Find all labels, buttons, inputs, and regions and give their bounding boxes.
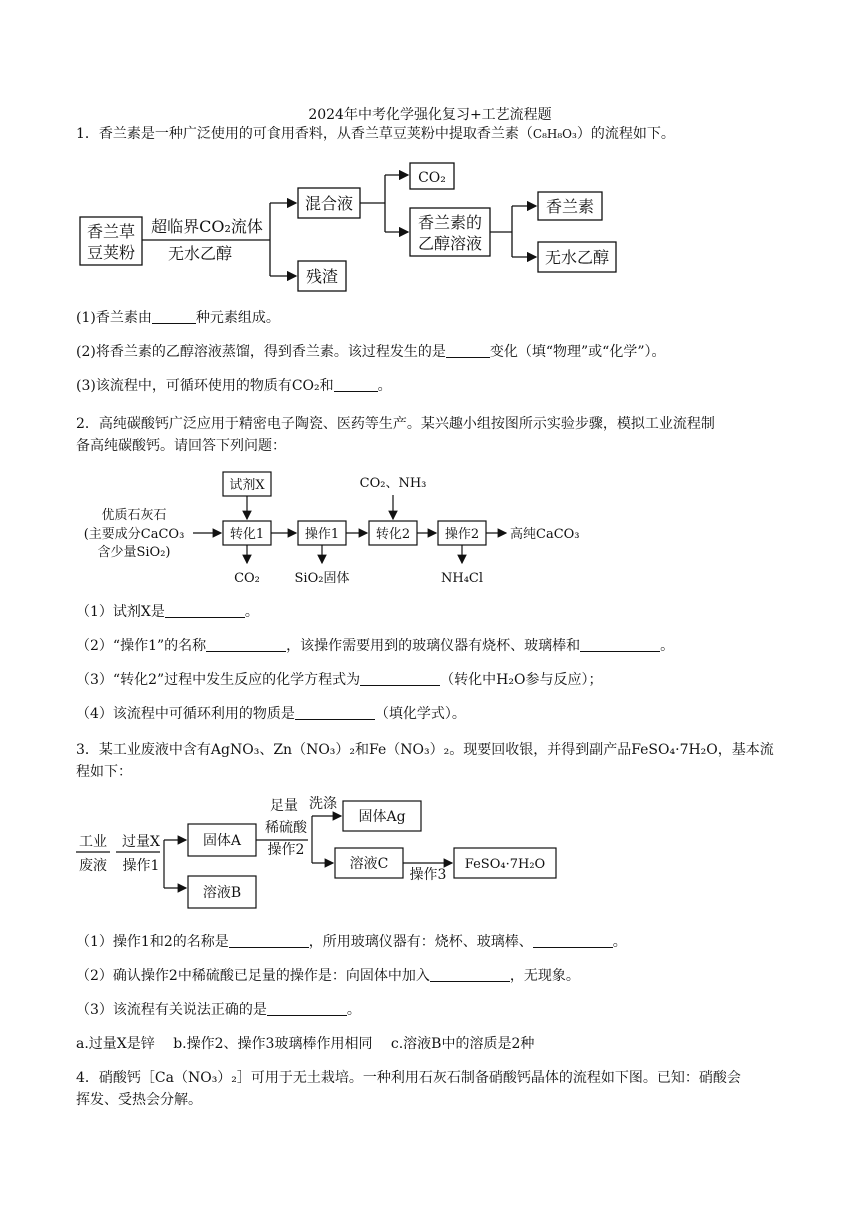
q2-out-sio2: SiO₂固体 <box>294 571 350 586</box>
q2-step-convert2: 转化2 <box>375 527 411 542</box>
q3-solid-ag: 固体Ag <box>358 809 406 825</box>
q2-out-nh4cl: NH₄Cl <box>440 571 484 586</box>
q3-raw-1: 工业 <box>79 834 107 850</box>
q2-step-op2: 操作2 <box>444 527 480 542</box>
q2-raw-3: 含少量SiO₂) <box>97 545 171 560</box>
q3-stem-1: 3．某工业废液中含有AgNO₃、Zn（NO₃）₂和Fe（NO₃）₂。现要回收银，并得到副产品FeSO₄·7H₂O，基本流 <box>76 742 774 758</box>
q1-raw-label-2: 豆荚粉 <box>86 243 136 262</box>
q1-flowchart <box>70 155 630 300</box>
q2-stem-2: 备高纯碳酸钙。请回答下列问题： <box>76 438 286 454</box>
q3-op1: 操作1 <box>122 858 160 874</box>
q1-sub1: (1)香兰素由 种元素组成。 <box>76 310 280 326</box>
q3-sub1: （1）操作1和2的名称是 ，所用玻璃仪器有：烧杯、玻璃棒、 。 <box>76 934 627 950</box>
q2-reagent-x: 试剂X <box>229 478 265 493</box>
q1-reagent-1: 超临界CO₂流体 <box>151 217 263 236</box>
q3-op2: 操作2 <box>267 842 305 858</box>
q3-solid-a: 固体A <box>202 833 242 849</box>
q3-solution-b: 溶液B <box>202 885 242 901</box>
q3-acid-2: 稀硫酸 <box>265 820 307 836</box>
q3-stem-2: 程如下： <box>76 764 132 780</box>
q3-sub2: （2）确认操作2中稀硫酸已足量的操作是：向固体中加入 ，无现象。 <box>76 968 580 984</box>
q1-sub3: (3)该流程中，可循环使用的物质有CO₂和 。 <box>76 378 392 394</box>
q2-flowchart <box>76 465 636 590</box>
q3-sub3: （3）该流程有关说法正确的是 。 <box>76 1002 361 1018</box>
q3-acid-1: 足量 <box>270 798 298 814</box>
q2-sub4: （4）该流程中可循环利用的物质是 （填化学式）。 <box>76 706 466 722</box>
q2-sub1: （1）试剂X是 。 <box>76 604 259 620</box>
q3-flowchart <box>76 790 576 915</box>
q1-residue: 残渣 <box>305 267 339 286</box>
q2-step-convert1: 转化1 <box>229 527 265 542</box>
q1-product-1: 香兰素 <box>545 197 595 216</box>
q1-solution-2: 乙醇溶液 <box>417 234 483 253</box>
q3-product: FeSO₄·7H₂O <box>464 857 546 872</box>
q2-out-co2: CO₂ <box>234 571 260 586</box>
q3-options: a.过量X是锌 b.操作2、操作3玻璃棒作用相同 c.溶液B中的溶质是2种 <box>76 1036 535 1052</box>
q1-solution-1: 香兰素的 <box>417 213 483 232</box>
q1-product-2: 无水乙醇 <box>544 248 610 267</box>
q1-sub2: (2)将香兰素的乙醇溶液蒸馏，得到香兰素。该过程发生的是 变化（填“物理”或“化学”）。 <box>76 344 666 360</box>
q1-stem: 1．香兰素是一种广泛使用的可食用香料，从香兰草豆荚粉中提取香兰素（C₈H₈O₃）的流程如下。 <box>76 126 675 142</box>
q2-stem-1: 2．高纯碳酸钙广泛应用于精密电子陶瓷、医药等生产。某兴趣小组按图所示实验步骤，模拟工业流程制 <box>76 416 715 432</box>
q2-gases: CO₂、NH₃ <box>359 476 427 491</box>
q3-op3: 操作3 <box>409 867 447 883</box>
q4-stem-1: 4．硝酸钙［Ca（NO₃）₂］可用于无土栽培。一种利用石灰石制备硝酸钙晶体的流程如下图。已知：硝酸会 <box>76 1070 741 1086</box>
q1-raw-label-1: 香兰草 <box>86 222 136 241</box>
q3-wash: 洗涤 <box>309 796 337 812</box>
document-title: 2024年中考化学强化复习+工艺流程题 <box>308 107 552 123</box>
q4-stem-2: 挥发、受热会分解。 <box>76 1092 202 1108</box>
q2-step-op1: 操作1 <box>304 527 340 542</box>
q3-raw-2: 废液 <box>79 858 107 874</box>
q2-sub3: （3）“转化2”过程中发生反应的化学方程式为 （转化中H₂O参与反应）； <box>76 672 603 688</box>
q1-co2: CO₂ <box>418 170 446 186</box>
q2-raw-1: 优质石灰石 <box>101 508 167 523</box>
q2-product: 高纯CaCO₃ <box>510 527 580 542</box>
q2-raw-2: (主要成分CaCO₃ <box>83 527 185 542</box>
q3-solution-c: 溶液C <box>349 856 389 872</box>
q1-reagent-2: 无水乙醇 <box>167 244 233 263</box>
q1-mix: 混合液 <box>304 194 354 213</box>
q2-sub2: （2）“操作1”的名称 ，该操作需要用到的玻璃仪器有烧杯、玻璃棒和 。 <box>76 638 675 654</box>
q3-reagent-x: 过量X <box>122 834 160 850</box>
